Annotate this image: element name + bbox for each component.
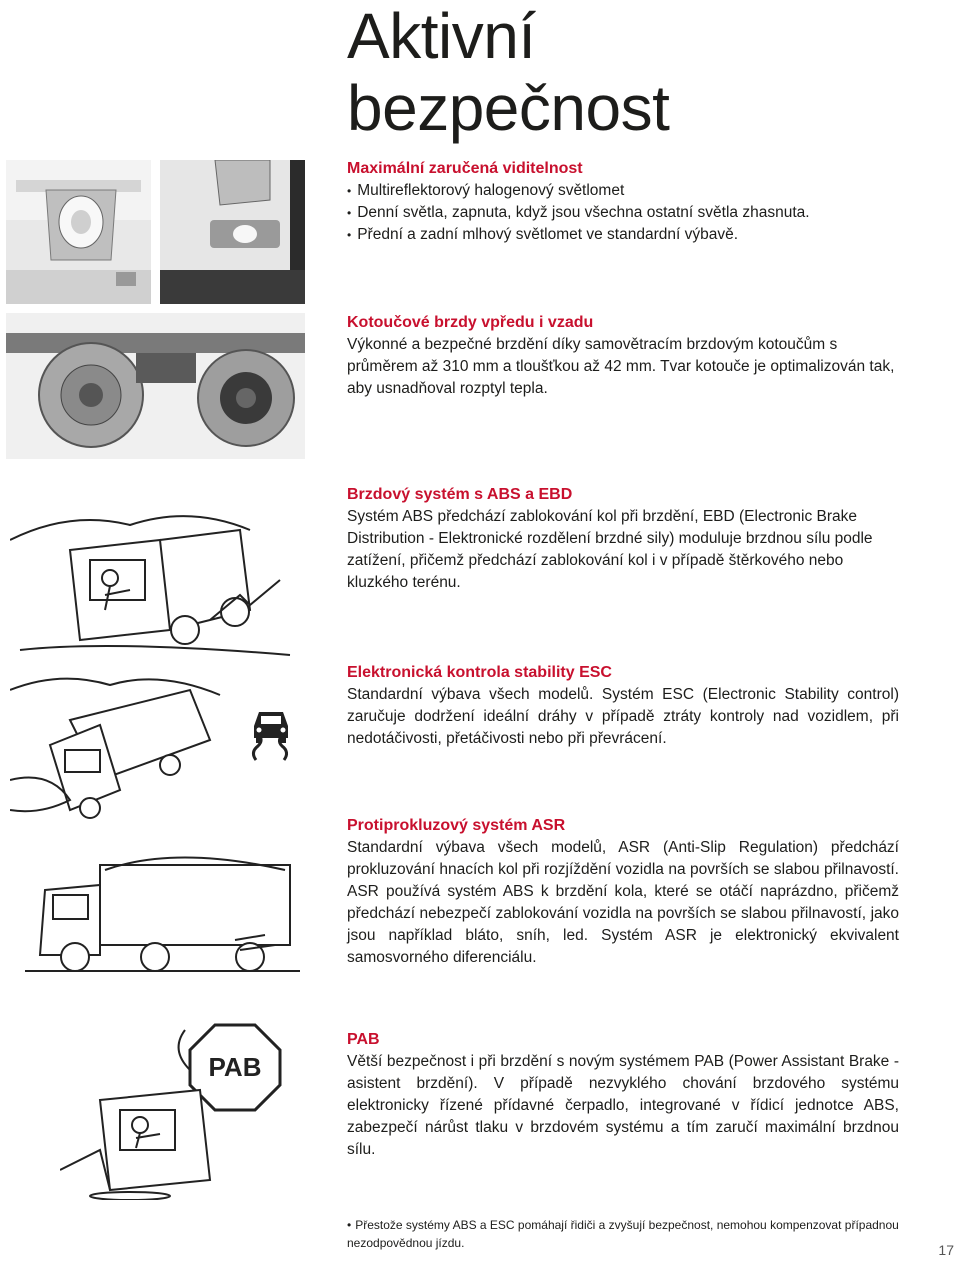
title-line-2: bezpečnost bbox=[347, 72, 670, 144]
section-heading: Elektronická kontrola stability ESC bbox=[347, 664, 612, 681]
footnote: • Přestože systémy ABS a ESC pomáhají řidiči a zvyšují bezpečnost, nemohou kompenzovat případnou nezodpovědnou jízdu. bbox=[347, 1216, 899, 1252]
brake-disc-photo bbox=[6, 313, 305, 459]
fog-light-photo bbox=[160, 160, 305, 304]
section-disc-brakes bbox=[347, 312, 899, 400]
section-heading: PAB bbox=[347, 1031, 380, 1048]
section-pab bbox=[347, 1029, 899, 1161]
esc-truck-illustration bbox=[10, 670, 230, 820]
feature-list bbox=[347, 180, 899, 246]
title-line-1: Aktivní bbox=[347, 0, 536, 72]
abs-truck-illustration bbox=[10, 500, 300, 660]
page-title bbox=[347, 0, 669, 144]
pab-illustration bbox=[60, 1020, 290, 1200]
section-heading: Kotoučové brzdy vpředu i vzadu bbox=[347, 314, 594, 331]
list-item: • Denní světla, zapnuta, když jsou všechna ostatní světla zhasnuta. bbox=[347, 202, 899, 224]
section-text: Systém ABS předchází zablokování kol při brzdění, EBD (Electronic Brake Distribution - Elektronické rozdělení brzdné sily) moduluje brzdnou sílu podle zatížení, přičemž předchází zablokování kol i v případě štěrkového nebo kluzkého terénu. bbox=[347, 508, 873, 591]
section-abs-ebd bbox=[347, 484, 899, 594]
section-heading: Protiprokluzový systém ASR bbox=[347, 817, 566, 834]
section-text: Výkonné a bezpečné brzdění díky samovětracím brzdovým kotoučům s průměrem až 310 mm a tloušťkou až 42 mm. Tvar kotouče je optimalizován tak, aby usnadňoval rozptyl tepla. bbox=[347, 336, 895, 397]
section-heading: Maximální zaručená viditelnost bbox=[347, 160, 583, 177]
list-item: • Přední a zadní mlhový světlomet ve standardní výbavě. bbox=[347, 224, 899, 246]
asr-truck-illustration bbox=[25, 845, 300, 975]
pab-sign-text: PAB bbox=[208, 1052, 262, 1082]
section-heading: Brzdový systém s ABS a EBD bbox=[347, 486, 573, 503]
section-visibility bbox=[347, 158, 899, 246]
headlight-photo bbox=[6, 160, 151, 304]
list-item: • Multireflektorový halogenový světlomet bbox=[347, 180, 899, 202]
section-asr bbox=[347, 815, 899, 969]
page-number: 17 bbox=[938, 1242, 954, 1258]
section-text: Standardní výbava všech modelů. Systém ESC (Electronic Stability control) zaručuje dodržení ideální dráhy v případě ztráty kontroly nad vozidlem, při nedotáčivosti, přetáčivosti nebo při převrácení. bbox=[347, 686, 899, 747]
section-text: Standardní výbava všech modelů, ASR (Anti-Slip Regulation) předchází prokluzování hnacích kol při rozjíždění vozidla na površích se slabou přilnavostí. ASR používá systém ABS k brzdění kola, které se otáčí naprázdno, přičemž předchází nebezpečí zablokování vozidla na površích se slabou přilnavostí, jako jsou například bláto, sníh, led. Systém ASR je elektronický ekvivalent samosvorného diferenciálu. bbox=[347, 839, 899, 966]
section-esc bbox=[347, 662, 899, 750]
esc-skid-icon bbox=[240, 700, 302, 762]
section-text: Větší bezpečnost i při brzdění s novým systémem PAB (Power Assistant Brake - asistent brzdění). V případě nezvyklého chování brzdového systému elektronicky řízené přídavné čerpadlo, integrované v řídicí jednotce ABS, zabezpečí nárůst tlaku v brzdovém systému a tím zaručí maximální brzdnou sílu. bbox=[347, 1053, 899, 1158]
pab-sign-icon bbox=[190, 1025, 280, 1110]
